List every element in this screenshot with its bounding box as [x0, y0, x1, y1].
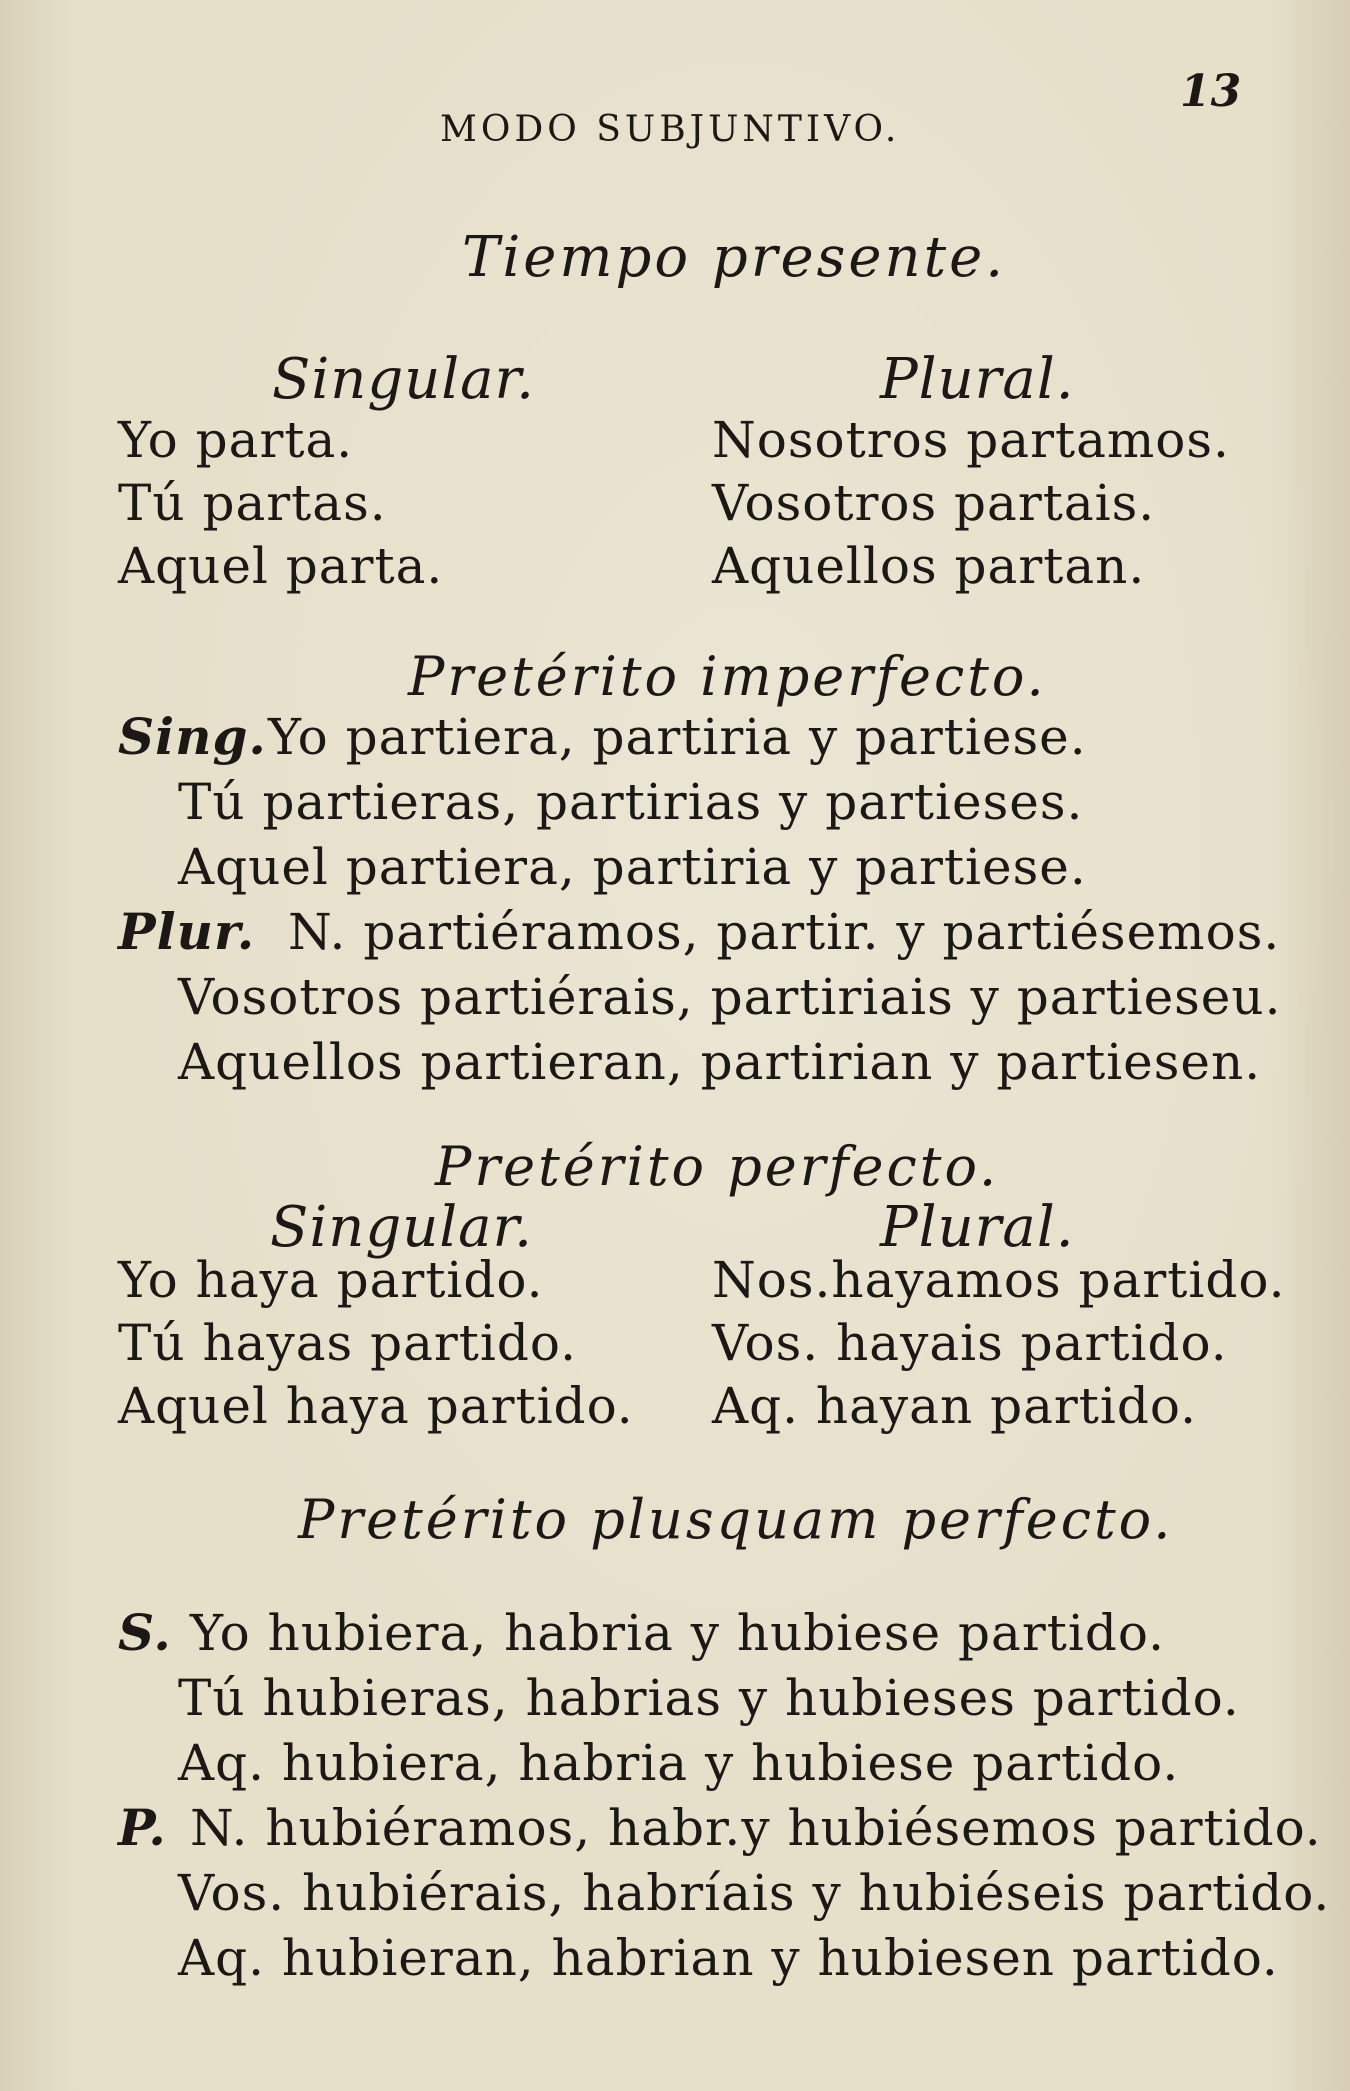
plusquam-p-label: P.	[118, 1798, 167, 1857]
plusquam-s-2: Tú hubieras, habrias y hubieses partido.	[178, 1669, 1240, 1727]
running-head: MODO SUBJUNTIVO.	[440, 109, 901, 150]
perfecto-singular-2: Tú hayas partido.	[118, 1314, 577, 1372]
presente-singular-3: Aquel parta.	[118, 537, 444, 595]
plusquam-s-3: Aq. hubiera, habria y hubiese partido.	[178, 1734, 1180, 1792]
plusquam-s-1: Yo hubiera, habria y hubiese partido.	[190, 1604, 1165, 1662]
plusquam-p-3: Aq. hubieran, habrian y hubiesen partido.	[178, 1929, 1279, 1987]
section-title-imperfecto: Pretérito imperfecto.	[408, 645, 1047, 708]
plusquam-s-label: S.	[118, 1603, 172, 1662]
imperfecto-plur-2: Vosotros partiérais, partiriais y partieseu.	[178, 968, 1282, 1026]
presente-singular-2: Tú partas.	[118, 474, 387, 532]
presente-singular-1: Yo parta.	[118, 411, 354, 469]
plusquam-p-2: Vos. hubiérais, habríais y hubiéseis partido.	[178, 1864, 1331, 1922]
perfecto-singular-3: Aquel haya partido.	[118, 1377, 634, 1435]
imperfecto-sing-label: Sing.	[118, 707, 267, 766]
singular-heading: Singular.	[272, 347, 535, 412]
imperfecto-sing-1: Yo partiera, partiria y partiese.	[268, 708, 1087, 766]
plural-heading: Plural.	[880, 347, 1075, 412]
perfecto-plural-1: Nos.hayamos partido.	[712, 1251, 1286, 1309]
imperfecto-plur-label: Plur.	[118, 902, 256, 961]
perfecto-plural-2: Vos. hayais partido.	[712, 1314, 1228, 1372]
imperfecto-sing-3: Aquel partiera, partiria y partiese.	[178, 838, 1087, 896]
plusquam-p-1: N. hubiéramos, habr.y hubiésemos partido.	[190, 1799, 1322, 1857]
perfecto-singular-1: Yo haya partido.	[118, 1251, 544, 1309]
section-title-plusquam: Pretérito plusquam perfecto.	[298, 1488, 1174, 1551]
perfecto-plural-3: Aq. hayan partido.	[712, 1377, 1197, 1435]
imperfecto-sing-2: Tú partieras, partirias y partieses.	[178, 773, 1084, 831]
presente-plural-3: Aquellos partan.	[712, 537, 1146, 595]
presente-plural-1: Nosotros partamos.	[712, 411, 1230, 469]
imperfecto-plur-3: Aquellos partieran, partirian y partiesen.	[178, 1033, 1262, 1091]
imperfecto-plur-1: N. partiéramos, partir. y partiésemos.	[288, 903, 1281, 961]
section-title-perfecto: Pretérito perfecto.	[435, 1135, 1000, 1198]
section-title-presente: Tiempo presente.	[462, 225, 1007, 290]
perfecto-singular-heading: Singular.	[270, 1195, 533, 1260]
presente-plural-2: Vosotros partais.	[712, 474, 1156, 532]
page-number: 13	[1180, 66, 1242, 117]
perfecto-plural-heading: Plural.	[880, 1195, 1075, 1260]
